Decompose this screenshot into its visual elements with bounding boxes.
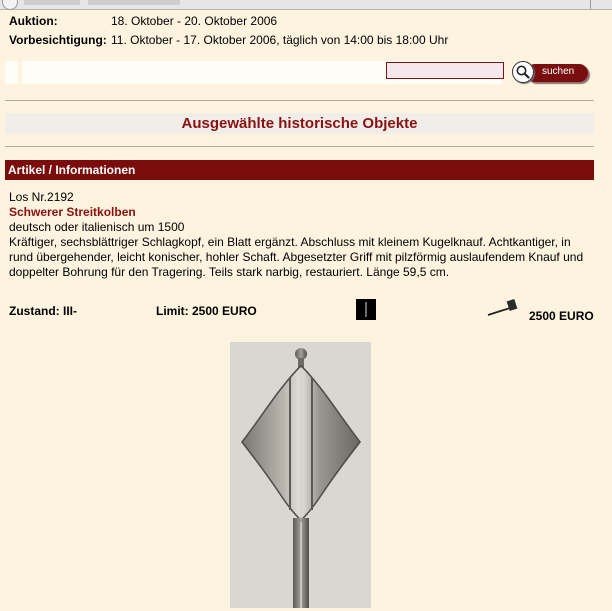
auction-dates: 18. Oktober - 20. Oktober 2006 (111, 14, 278, 28)
gavel-icon (486, 297, 526, 319)
hammer-price: 2500 EURO (529, 309, 594, 323)
search-button-pill[interactable] (526, 64, 588, 82)
magnifier-icon[interactable] (512, 61, 534, 83)
browser-toolbar-strip (0, 0, 612, 10)
toolbar-separator (590, 0, 591, 9)
back-button[interactable] (2, 0, 18, 10)
section-title: Artikel / Informationen (8, 163, 136, 177)
limit-text: Limit: 2500 EURO (156, 304, 257, 318)
lot-number: Los Nr.2192 (9, 190, 74, 204)
toolbar-item[interactable] (88, 0, 180, 5)
condition-text: Zustand: III- (9, 304, 77, 318)
divider (5, 146, 594, 147)
lot-origin: deutsch oder italienisch um 1500 (9, 220, 185, 234)
lot-details (9, 190, 591, 280)
search-button[interactable] (512, 61, 594, 85)
film-icon-strip (365, 302, 367, 317)
divider (5, 100, 594, 101)
toolbar-item[interactable] (24, 0, 80, 5)
page-title: Ausgewählte historische Objekte (181, 115, 418, 132)
lot-title: Schwerer Streitkolben (9, 205, 136, 219)
search-button-label: suchen (542, 66, 575, 77)
search-bar (5, 61, 594, 84)
page-headline-bar (5, 113, 594, 134)
search-input[interactable] (386, 62, 504, 79)
preview-label: Vorbesichtigung: (9, 33, 107, 47)
search-bar-left-cell (5, 61, 18, 84)
film-icon[interactable] (356, 299, 376, 320)
lot-description: Kräftiger, sechsblättriger Schlagkopf, ein Blatt ergänzt. Abschluss mit kleinem Kugelknauf. Achtkantiger, in rund übergehender, leicht konischer, hohler Schaft. Abgesetzter Griff mit pilzförmig auslaufendem Knauf und doppelter Bohrung für den Tragering. Teils stark narbig, restauriert. Länge 59,5 cm. (9, 235, 584, 279)
lot-photo[interactable] (230, 342, 371, 608)
section-header (5, 160, 594, 180)
preview-dates: 11. Oktober - 17. Oktober 2006, täglich von 14:00 bis 18:00 Uhr (111, 33, 449, 47)
auction-label: Auktion: (9, 14, 58, 28)
